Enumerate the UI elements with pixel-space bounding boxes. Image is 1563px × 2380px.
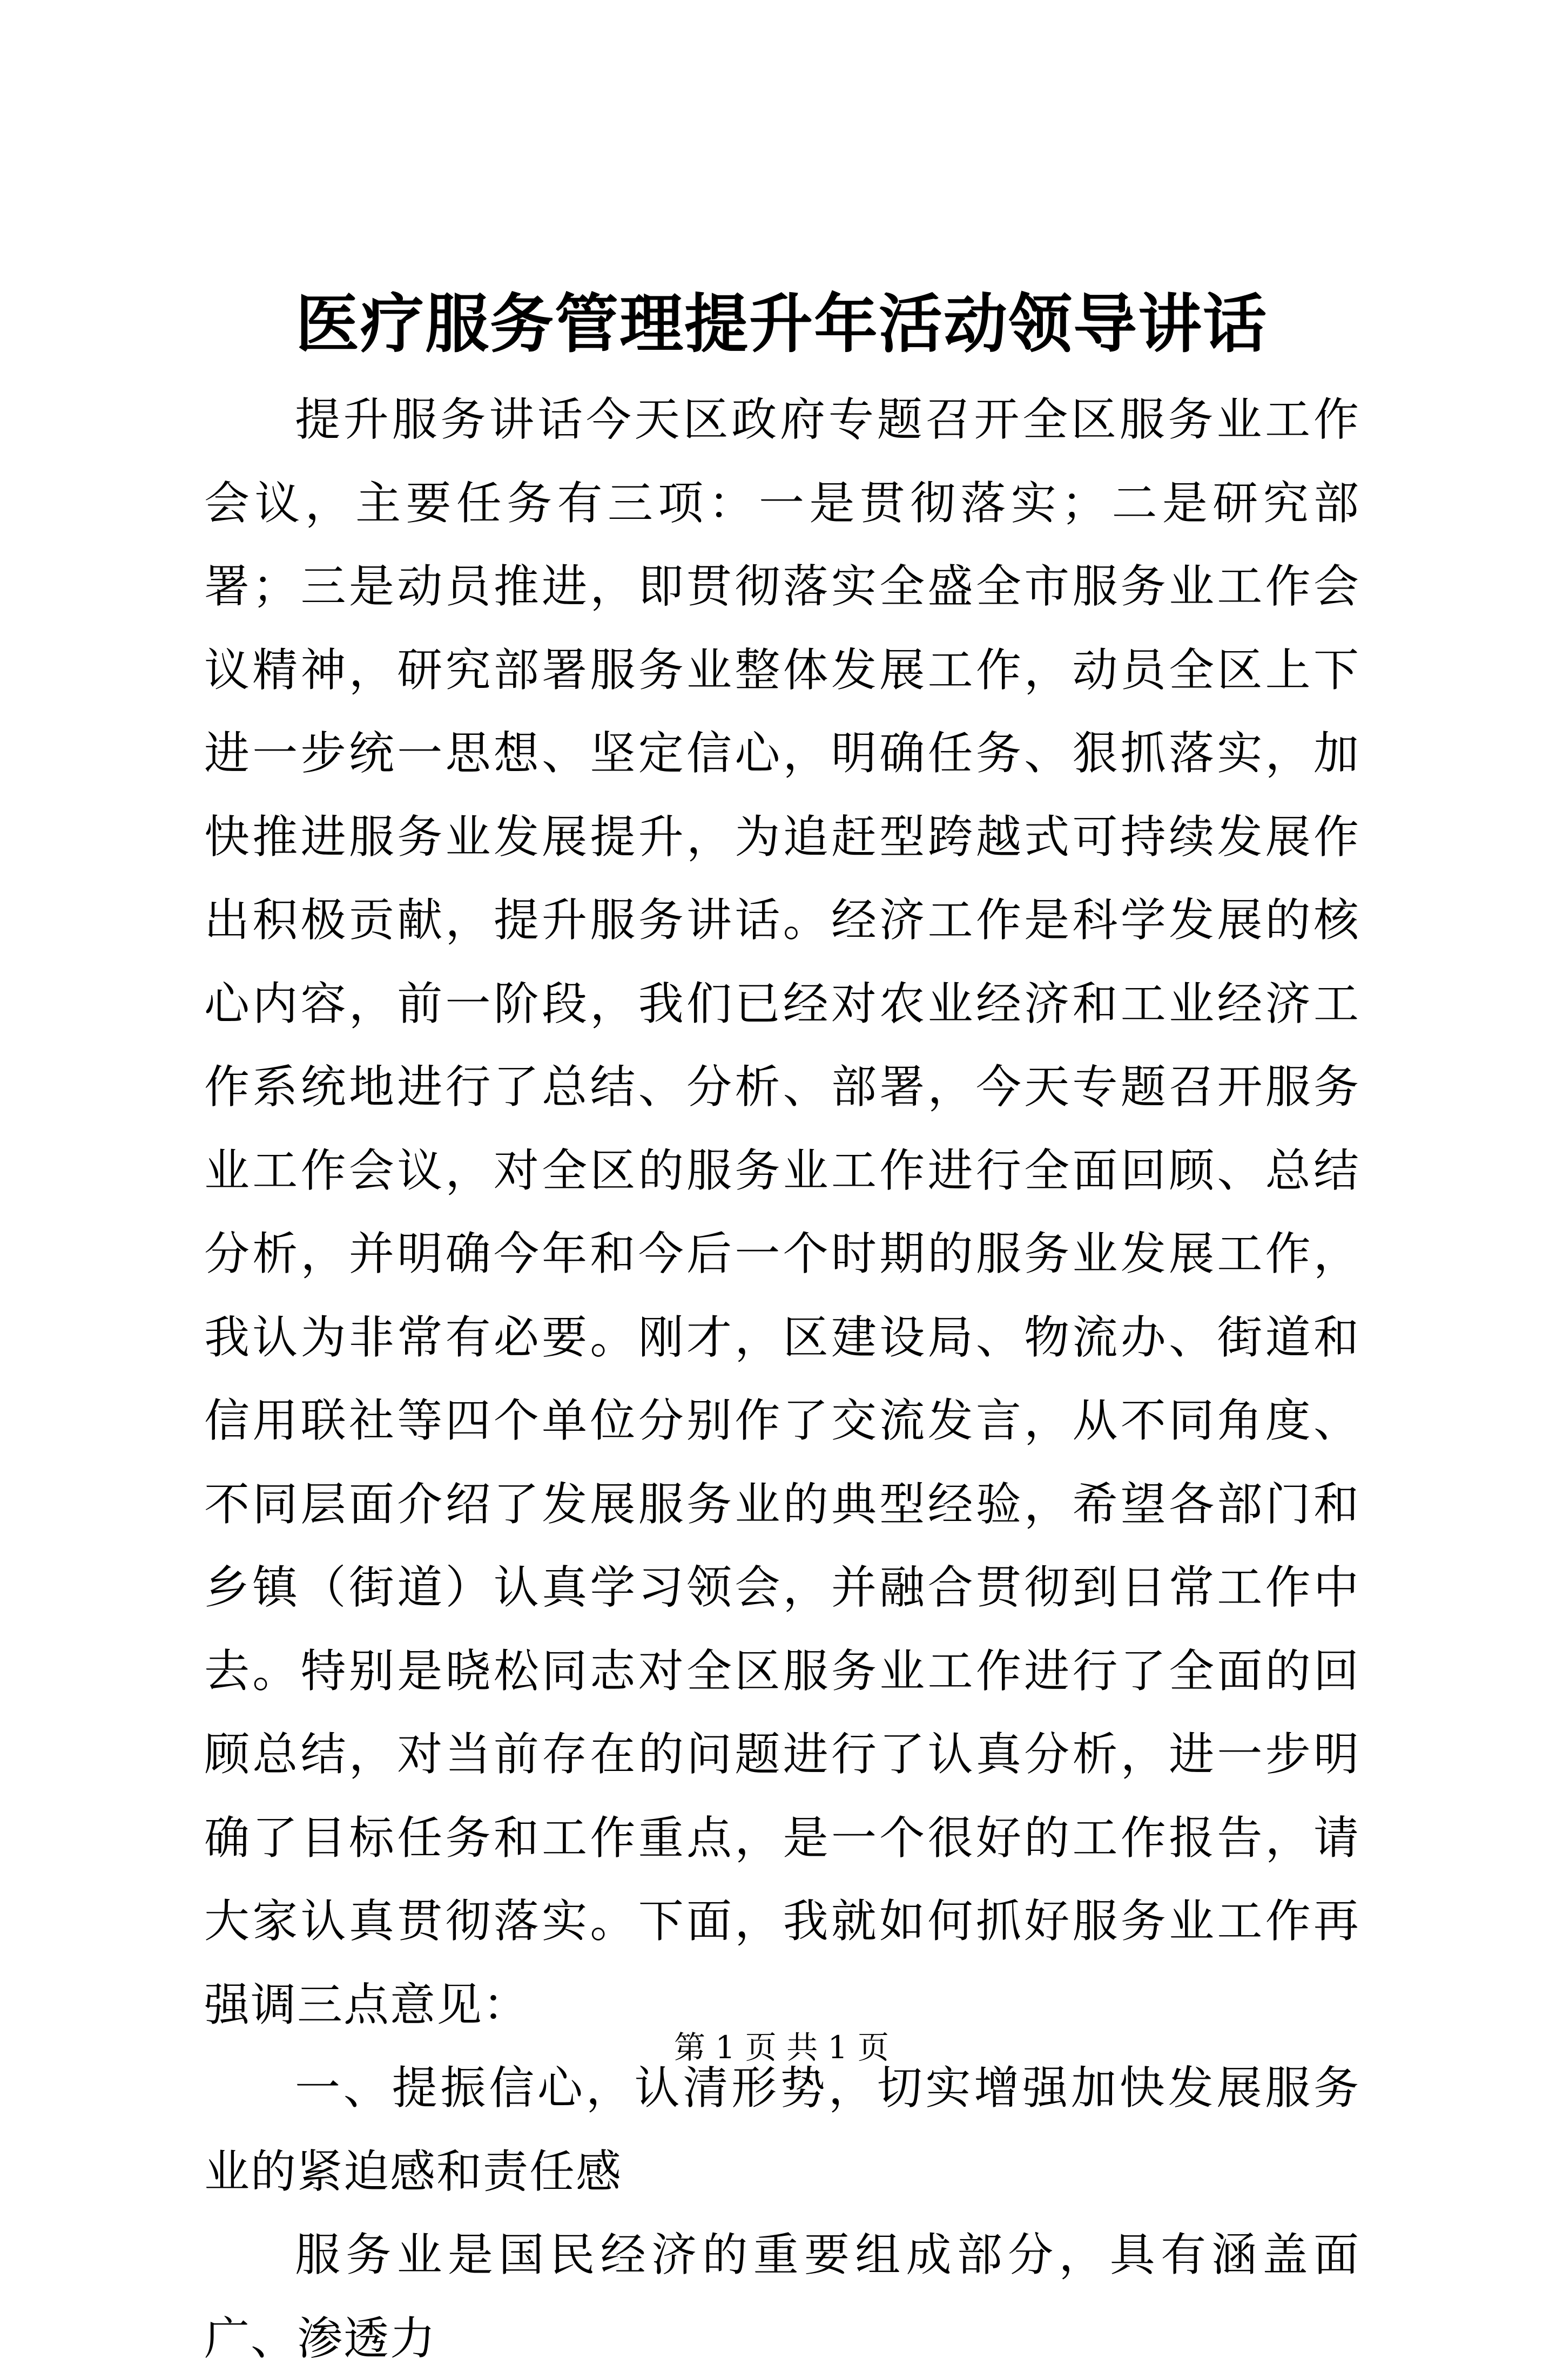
paragraph-section-heading: 一、提振信心，认清形势，切实增强加快发展服务业的紧迫感和责任感 [204,2061,1360,2198]
page-footer: 第 1 页 共 1 页 [674,2029,889,2066]
paragraph-section-body: 服务业是国民经济的重要组成部分，具有涵盖面广、渗透力 [204,2228,1360,2365]
document-body [204,378,1360,2380]
document-title: 医疗服务管理提升年活动领导讲话 [295,286,1268,361]
paragraph-intro: 提升服务讲话今天区政府专题召开全区服务业工作会议，主要任务有三项：一是贯彻落实；二是研究部署；三是动员推进，即贯彻落实全盛全市服务业工作会议精神，研究部署服务业整体发展工作，动员全区上下进一步统一思想、坚定信心，明确任务、狠抓落实，加快推进服务业发展提升，为追赶型跨越式可持续发展作出积极贡献，提升服务讲话。经济工作是科学发展的核心内容，前一阶段，我们已经对农业经济和工业经济工作系统地进行了总结、分析、部署，今天专题召开服务业工作会议，对全区的服务业工作进行全面回顾、总结分析，并明确今年和今后一个时期的服务业发展工作，我认为非常有必要。刚才，区建设局、物流办、街道和信用联社等四个单位分别作了交流发言，从不同角度、不同层面介绍了发展服务业的典型经验，希望各部门和乡镇（街道）认真学习领会，并融合贯彻到日常工作中去。特别是晓松同志对全区服务业工作进行了全面的回顾总结，对当前存在的问题进行了认真分析，进一步明确了目标任务和工作重点，是一个很好的工作报告，请大家认真贯彻落实。下面，我就如何抓好服务业工作再强调三点意见： [204,393,1360,2031]
